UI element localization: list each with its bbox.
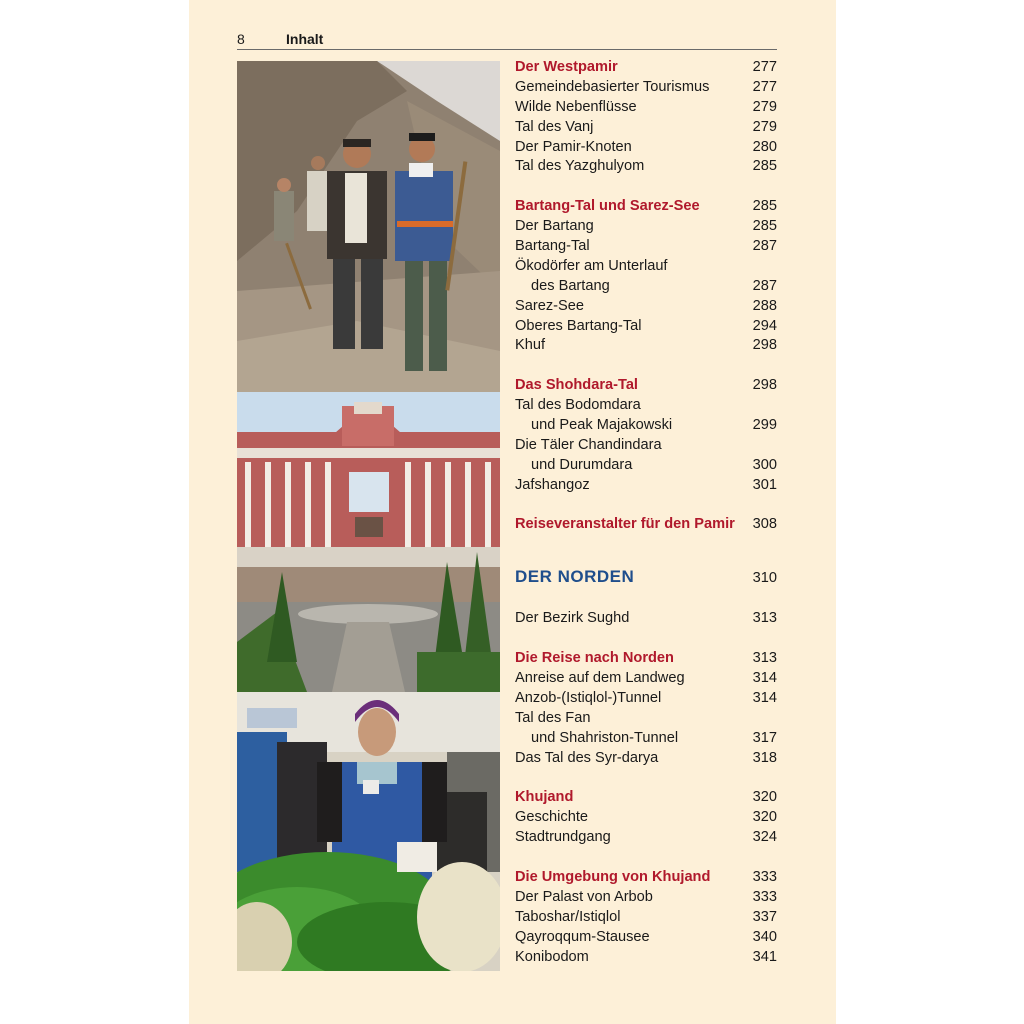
toc-entry[interactable]: Der Bartang 285: [515, 218, 777, 235]
table-of-contents: [515, 58, 777, 967]
toc-entry[interactable]: Tal des Vanj 279: [515, 118, 777, 135]
toc-entry[interactable]: Konibodom 341: [515, 948, 777, 965]
toc-entry[interactable]: Tal des Yazghulyom 285: [515, 158, 777, 175]
page-header: [237, 31, 777, 50]
toc-entry[interactable]: Die Täler Chandindara: [515, 436, 662, 453]
page-number: 8: [237, 31, 245, 47]
toc-entry[interactable]: Oberes Bartang-Tal 294: [515, 317, 777, 334]
section-title: Inhalt: [286, 31, 324, 47]
toc-entry[interactable]: und Durumdara 300: [531, 456, 777, 473]
toc-entry[interactable]: Ökodörfer am Unterlauf: [515, 257, 668, 274]
toc-entry[interactable]: Geschichte 320: [515, 809, 777, 826]
toc-entry[interactable]: und Peak Majakowski 299: [531, 417, 777, 434]
toc-entry[interactable]: Khuf 298: [515, 337, 777, 354]
toc-section-heading[interactable]: Die Umgebung von Khujand 333: [515, 868, 777, 885]
photo-mountain-workers: [237, 61, 500, 392]
toc-section-heading[interactable]: Bartang-Tal und Sarez-See 285: [515, 198, 777, 215]
toc-entry[interactable]: Tal des Bodomdara: [515, 397, 641, 414]
toc-entry[interactable]: Bartang-Tal 287: [515, 238, 777, 255]
toc-entry[interactable]: und Shahriston-Tunnel 317: [531, 729, 777, 746]
toc-entry[interactable]: Anzob-(Istiqlol-)Tunnel 314: [515, 689, 777, 706]
toc-entry[interactable]: des Bartang 287: [531, 277, 777, 294]
toc-section-heading[interactable]: Das Shohdara-Tal 298: [515, 377, 777, 394]
toc-section-heading[interactable]: Reiseveranstalter für den Pamir 308: [515, 516, 777, 533]
toc-entry[interactable]: Stadtrundgang 324: [515, 829, 777, 846]
toc-section-heading[interactable]: Khujand 320: [515, 789, 777, 806]
photo-market-vendor: [237, 692, 500, 971]
toc-entry[interactable]: Qayroqqum-Stausee 340: [515, 928, 777, 945]
toc-entry[interactable]: Tal des Fan: [515, 709, 591, 726]
toc-entry[interactable]: Anreise auf dem Landweg 314: [515, 670, 777, 687]
toc-region-heading[interactable]: DER NORDEN 310: [515, 567, 777, 587]
toc-entry[interactable]: Sarez-See 288: [515, 297, 777, 314]
toc-entry[interactable]: Der Bezirk Sughd 313: [515, 610, 777, 627]
photo-palace-building: [237, 392, 500, 692]
toc-section-heading[interactable]: Die Reise nach Norden 313: [515, 650, 777, 667]
toc-entry[interactable]: Jafshangoz 301: [515, 476, 777, 493]
toc-entry[interactable]: Taboshar/Istiqlol 337: [515, 908, 777, 925]
toc-entry[interactable]: Gemeindebasierter Tourismus 277: [515, 78, 777, 95]
toc-entry[interactable]: Der Pamir-Knoten 280: [515, 138, 777, 155]
toc-entry[interactable]: Wilde Nebenflüsse 279: [515, 98, 777, 115]
toc-section-heading[interactable]: Der Westpamir 277: [515, 59, 777, 75]
toc-entry[interactable]: Das Tal des Syr-darya 318: [515, 749, 777, 766]
toc-entry[interactable]: Der Palast von Arbob 333: [515, 888, 777, 905]
